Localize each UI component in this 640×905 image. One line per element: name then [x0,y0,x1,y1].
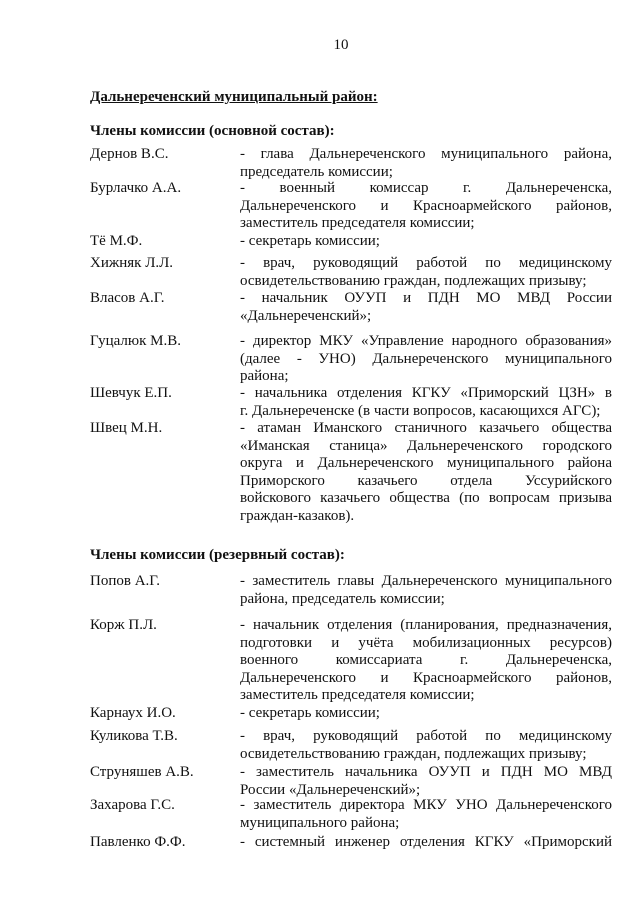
member-duty [240,146,612,181]
member-duty-line: - заместитель начальника ОУУП и ПДН МО МВД [240,764,612,780]
member-duty [240,834,612,852]
member-name: Карнаух И.О. [90,705,176,721]
member-name: Попов А.Г. [90,573,161,589]
member-duty-line: Приморского казачьего отдела Уссурийского [240,472,612,489]
member-name: Захарова Г.С. [90,797,175,813]
district-heading: Дальнереченский муниципальный район: [90,89,378,105]
member-name: Струняшев А.В. [90,764,194,780]
member-duty [240,617,612,705]
member-duty-line: Дальнереченского и Красноармейского районов, [240,197,612,214]
member-duty-line: войскового казачьего общества (по вопросам призыва [240,490,612,507]
member-duty-line: Дальнереченского и Красноармейского районов, [240,669,612,686]
member-name: Хижняк Л.Л. [90,255,174,271]
member-duty [240,420,612,526]
member-name: Власов А.Г. [90,290,165,306]
member-duty [240,797,612,832]
member-name: Гуцалюк М.В. [90,333,181,349]
member-duty-line: - врач, руководящий работой по медицинскому [240,728,612,744]
member-duty-line: муниципального района; [240,814,400,831]
member-duty-line: - заместитель директора МКУ УНО Дальнереченского [240,797,612,813]
member-duty-line: освидетельствованию граждан, подлежащих призыву; [240,745,587,762]
group-title-main: Члены комиссии (основной состав): [90,123,335,139]
member-duty-line: - секретарь комиссии; [240,705,380,721]
member-duty-line: - военный комиссар г. Дальнереченска, [240,180,612,196]
member-duty-line: заместитель председателя комиссии; [240,687,475,704]
member-duty [240,233,612,251]
member-duty-line: - врач, руководящий работой по медицинскому [240,255,612,271]
member-duty-line: района; [240,368,289,385]
member-duty-line: председатель комиссии; [240,163,393,180]
member-duty-line: - системный инженер отделения КГКУ «Приморский [240,834,612,850]
member-name: Дернов В.С. [90,146,169,162]
member-duty-line: заместитель председателя комиссии; [240,215,475,232]
member-duty-line: - начальника отделения КГКУ «Приморский ЦЗН» в [240,385,612,401]
member-duty-line: округа и Дальнереченского муниципального района [240,455,612,472]
member-name: Швец М.Н. [90,420,163,436]
member-duty [240,255,612,290]
member-duty-line: района, председатель комиссии; [240,590,445,607]
member-duty-line: г. Дальнереченске (в части вопросов, касающихся АГС); [240,402,601,419]
member-duty [240,764,612,799]
member-duty-line: военного комиссариата г. Дальнереченска, [240,652,612,669]
member-duty-line: граждан-казаков). [240,507,355,524]
member-name: Шевчук Е.П. [90,385,172,401]
member-name: Корж П.Л. [90,617,157,633]
member-duty-line: - атаман Иманского станичного казачьего общества [240,420,612,436]
member-duty-line: - директор МКУ «Управление народного образования» [240,333,612,349]
member-duty-line: «Дальнереченский»; [240,307,372,324]
member-duty [240,290,612,325]
member-duty-line: России «Дальнереченский»; [240,781,421,798]
member-name: Бурлачко А.А. [90,180,182,196]
member-duty [240,180,612,233]
member-duty-line: (далее - УНО) Дальнереченского муниципального [240,350,612,367]
member-duty [240,385,612,420]
member-duty [240,573,612,608]
member-duty [240,705,612,723]
member-duty [240,728,612,763]
member-duty-line: - глава Дальнереченского муниципального района, [240,146,612,162]
member-duty-line: - заместитель главы Дальнереченского муниципального [240,573,612,589]
page-number: 10 [333,37,349,53]
group-title-reserve: Члены комиссии (резервный состав): [90,547,345,563]
member-duty-line: «Иманская станица» Дальнереченского городского [240,437,612,454]
member-name: Тё М.Ф. [90,233,143,249]
member-duty [240,333,612,386]
member-duty-line: - начальник отделения (планирования, предназначения, [240,617,612,633]
member-duty-line: освидетельствованию граждан, подлежащих призыву; [240,272,587,289]
member-name: Куликова Т.В. [90,728,178,744]
member-duty-line: - начальник ОУУП и ПДН МО МВД России [240,290,612,306]
member-duty-line: - секретарь комиссии; [240,233,380,249]
member-name: Павленко Ф.Ф. [90,834,186,850]
member-duty-line: подготовки и учёта мобилизационных ресурсов) [240,634,612,651]
